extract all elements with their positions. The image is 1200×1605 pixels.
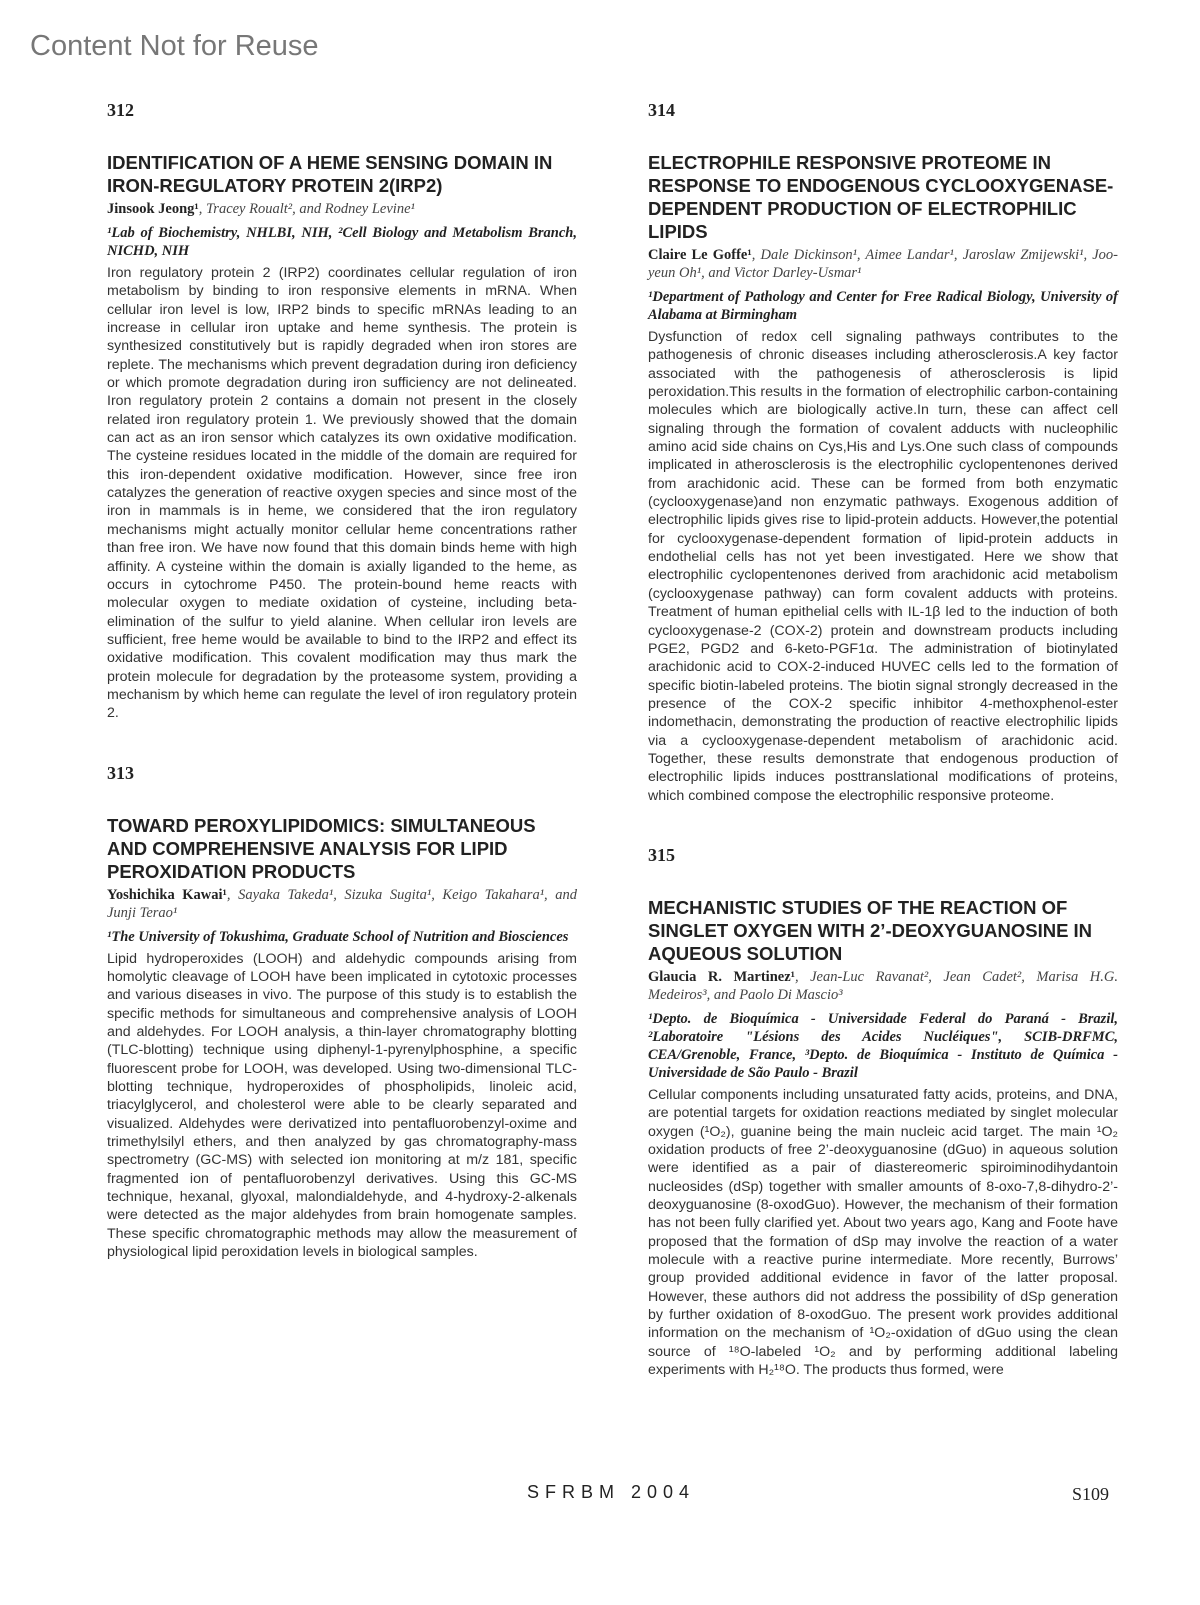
presenting-author: Claire Le Goffe¹	[648, 247, 752, 263]
presenting-author: Glaucia R. Martinez¹	[648, 968, 795, 985]
affiliation: ¹Depto. de Bioquímica - Universidade Federal do Paraná - Brazil, ²Laboratoire "Lésions des Acides Nucléiques", SCIB-DRFMC, CEA/Grenoble, France, ³Depto. de Bioquímica - Instituto de Química - Universidade de São Paulo - Brazil	[648, 1010, 1118, 1081]
co-authors: , Dale Dickinson¹, Aimee Landar¹, Jaroslaw Zmijewski¹, Joo-yeun Oh¹, and Victor Darley-Usmar¹	[648, 247, 1118, 281]
presenting-author: Jinsook Jeong¹	[107, 201, 199, 217]
co-authors: , Jean-Luc Ravanat², Jean Cadet², Marisa H.G. Medeiros³, and Paolo Di Mascio³	[648, 968, 1119, 1003]
presenting-author: Yoshichika Kawai¹	[107, 886, 227, 903]
left-column	[107, 100, 577, 1301]
co-authors: , Sayaka Takeda¹, Sizuka Sugita¹, Keigo Takahara¹, and Junji Terao¹	[107, 886, 577, 921]
affiliation: ¹Lab of Biochemistry, NHLBI, NIH, ²Cell Biology and Metabolism Branch, NICHD, NIH	[107, 225, 577, 259]
abstract-number: 313	[107, 762, 134, 783]
abstract-title: IDENTIFICATION OF A HEME SENSING DOMAIN IN IRON-REGULATORY PROTEIN 2(IRP2)	[107, 152, 553, 196]
author-list	[107, 200, 577, 218]
author-list	[648, 968, 1118, 1004]
abstract-title: ELECTROPHILE RESPONSIVE PROTEOME IN RESPONSE TO ENDOGENOUS CYCLOOXYGENASE-DEPENDENT PRODUCTION OF ELECTROPHILIC LIPIDS	[648, 152, 1114, 242]
abstract-313	[107, 763, 577, 1262]
abstract-number: 315	[648, 844, 675, 865]
co-authors: , Tracey Roualt², and Rodney Levine¹	[198, 201, 415, 217]
page-number: S109	[1072, 1484, 1110, 1504]
author-list	[648, 246, 1118, 282]
abstract-312	[107, 100, 577, 723]
author-list	[107, 886, 577, 922]
footer-conference: SFRBM 2004	[527, 1482, 696, 1502]
affiliation: ¹Department of Pathology and Center for Free Radical Biology, University of Alabama at Birmingham	[648, 289, 1118, 323]
abstract-body: Iron regulatory protein 2 (IRP2) coordinates cellular regulation of iron metabolism by binding to iron responsive elements in mRNA. When cellular iron level is low, IRP2 binds to specific mRNAs leading to an increase in cellular iron uptake and heme synthesis. The protein is synthesized constitutively but is rapidly degraded when iron stores are replete. The mechanisms which prevent degradation during iron deficiency or which promote degradation during iron sufficiency are not delineated. Iron regulatory protein 2 contains a domain not present in the closely related iron regulatory protein 1. We previously showed that the domain can act as an iron sensor which catalyzes its own oxidative modification. The cysteine residues located in the middle of the domain are required for this iron-dependent oxidative modification. However, since free iron catalyzes the generation of reactive oxygen species and since most of the iron in mammals is in heme, we considered that the iron regulatory mechanisms might actually monitor cellular heme concentrations rather than free iron. We have now found that this domain binds heme with high affinity. A cysteine within the domain is axially liganded to the heme, as occurs in cytochrome P450. The protein-bound heme reacts with molecular oxygen to mediate oxidation of cysteine, including beta-elimination of the sulfur to yield alanine. When cellular iron levels are sufficient, free heme would be available to bind to the IRP2 and effect its oxidative modification. This covalent modification may thus mark the protein molecule for degradation by the proteasome system, providing a mechanism by which heme can regulate the level of iron regulatory protein 2.	[107, 265, 577, 722]
abstract-body: Cellular components including unsaturated fatty acids, proteins, and DNA, are potential targets for oxidation reactions mediated by singlet molecular oxygen (¹O₂), guanine being the main nucleic acid target. The main ¹O₂ oxidation products of free 2’-deoxyguanosine (dGuo) in aqueous solution were identified as a pair of diastereomeric spiroiminodihydantoin nucleosides (dSp) together with smaller amounts of 8-oxo-7,8-dihydro-2’-deoxyguanosine (8-oxodGuo). However, the mechanism of their formation has not been fully clarified yet. About two years ago, Kang and Foote have proposed that the formation of dSp may involve the reaction of a water molecule with a reactive purine intermediate. More recently, Burrows’ group provided additional evidence in favor of the latter proposal. However, these authors did not address the possibility of dSp generation by further oxidation of 8-oxodGuo. The present work provides additional information on the mechanism of ¹O₂-oxidation of dGuo using the clean source of ¹⁸O-labeled ¹O₂ and by performing additional labeling experiments with H₂¹⁸O. The products thus formed, were	[648, 1086, 1118, 1379]
abstract-body: Dysfunction of redox cell signaling pathways contributes to the pathogenesis of chronic diseases including atherosclerosis.A key factor associated with the pathogenesis of atherosclerosis is lipid peroxidation.This results in the formation of electrophilic carbon-containing molecules which are biologically active.In turn, these can affect cell signaling through the formation of covalent adducts with nucleophilic amino acid side chains on Cys,His and Lys.One such class of compounds implicated in atherosclerosis is the electrophilic cyclopentenones derived from arachidonic acid. These can be formed from both enzymatic (cyclooxygenase)and non enzymatic pathways. Exogenous addition of electrophilic lipids gives rise to lipid-protein adducts. However,the potential for cyclooxygenase-dependent formation of lipid-protein adducts in endothelial cells has not yet been investigated. Here we show that electrophilic cyclopentenones derived from arachidonic acid metabolism (cyclooxygenase pathway) can form covalent adducts with proteins. Treatment of human epithelial cells with IL-1β led to the induction of both cyclooxygenase-2 (COX-2) protein and downstream products including PGE2, PGD2 and 6-keto-PGF1α. The administration of biotinylated arachidonic acid to COX-2-induced HUVEC cells led to the formation of specific biotin-labeled proteins. The biotin signal strongly decreased in the presence of the COX-2 specific inhibitor 4-methoxphenol-ester indomethacin, demonstrating the production of reactive electrophilic lipids via a cyclooxygenase-dependent metabolism of arachidonic acid. Together, these results demonstrate that endogenous production of electrophilic lipids induces posttranslational modifications of proteins, which combined compose the electrophilic responsive proteome.	[648, 329, 1118, 804]
abstract-body: Lipid hydroperoxides (LOOH) and aldehydic compounds arising from homolytic cleavage of LOOH have been implicated in cytotoxic processes and various diseases in vivo. The purpose of this study is to establish the specific methods for simultaneous and comprehensive analysis of LOOH and aldehydes. For LOOH analysis, a thin-layer chromatography blotting (TLC-blotting) technique using diphenyl-1-pyrenylphosphine, a specific fluorescent probe for LOOH, was developed. Using two-dimensional TLC-blotting technique, hydroperoxides of phospholipids, linoleic acid, triacylglycerol, and cholesterol were able to be clearly separated and visualized. Aldehydes were derivatized into pentafluorobenzyl-oxime and trimethylsilyl ethers, and then analyzed by gas chromatography-mass spectrometry (GC-MS) with selected ion monitoring at m/z 181, specific fragmented ion of pentafluorobenzyl derivatives. Using this GC-MS technique, hexanal, glyoxal, malondialdehyde, and 4-hydroxy-2-alkenals were detected as the major aldehydes from brain homogenate samples. These specific chromatographic methods may allow the measurement of physiological lipid peroxidation levels in biological samples.	[107, 950, 577, 1261]
abstract-number: 314	[648, 100, 675, 120]
abstract-315	[648, 845, 1118, 1380]
abstract-title: MECHANISTIC STUDIES OF THE REACTION OF SINGLET OXYGEN WITH 2’-DEOXYGUANOSINE IN AQUEOUS SOLUTION	[648, 896, 1093, 964]
abstract-number: 312	[107, 100, 134, 120]
abstract-title: TOWARD PEROXYLIPIDOMICS: SIMULTANEOUS AND COMPREHENSIVE ANALYSIS FOR LIPID PEROXIDATION PRODUCTS	[107, 814, 536, 882]
watermark: Content Not for Reuse	[30, 30, 319, 62]
right-column	[648, 100, 1118, 1419]
affiliation: ¹The University of Tokushima, Graduate School of Nutrition and Biosciences	[107, 928, 569, 945]
abstract-314	[648, 100, 1118, 805]
